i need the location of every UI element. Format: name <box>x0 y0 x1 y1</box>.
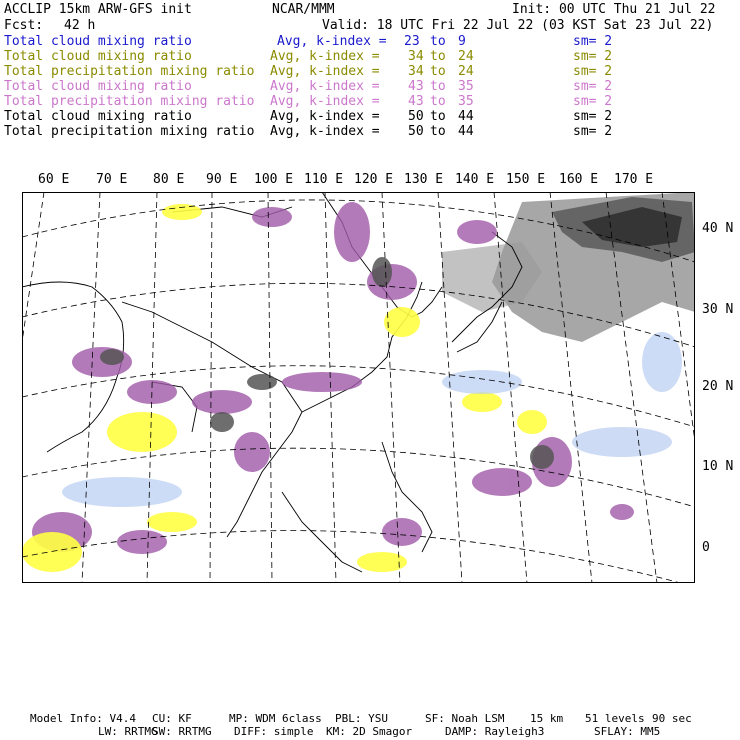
field-smoothing: sm= 2 <box>573 34 613 49</box>
field-to: to <box>430 49 446 64</box>
footer-info-item: CU: KF <box>152 712 192 725</box>
longitude-label: 110 E <box>304 172 344 187</box>
longitude-label: 90 E <box>206 172 238 187</box>
footer-info-item: KM: 2D Smagor <box>326 725 413 738</box>
field-name: Total precipitation mixing ratio <box>4 64 255 79</box>
field-k-from: 43 <box>408 94 424 109</box>
field-smoothing: sm= 2 <box>573 109 613 124</box>
footer-info-item: MP: WDM 6class <box>229 712 322 725</box>
field-k-to: 44 <box>458 109 474 124</box>
field-k-from: 23 <box>404 34 420 49</box>
field-name: Total precipitation mixing ratio <box>4 94 255 109</box>
init-time: Init: 00 UTC Thu 21 Jul 22 <box>512 2 716 17</box>
latitude-label: 0 <box>702 540 710 555</box>
center-name: NCAR/MMM <box>272 2 335 17</box>
field-k-from: 43 <box>408 79 424 94</box>
field-k-to: 24 <box>458 49 474 64</box>
field-smoothing: sm= 2 <box>573 124 613 139</box>
field-name: Total cloud mixing ratio <box>4 49 192 64</box>
latitude-label: 10 N <box>702 459 734 474</box>
longitude-label: 70 E <box>96 172 128 187</box>
forecast-hours: 42 h <box>64 18 96 33</box>
field-to: to <box>430 124 446 139</box>
field-k-to: 35 <box>458 94 474 109</box>
field-k-to: 24 <box>458 64 474 79</box>
field-smoothing: sm= 2 <box>573 94 613 109</box>
field-name: Total cloud mixing ratio <box>4 109 192 124</box>
field-avg-label: Avg, k-index = <box>270 64 380 79</box>
field-name: Total precipitation mixing ratio <box>4 124 255 139</box>
latitude-label: 40 N <box>702 221 734 236</box>
longitude-label: 100 E <box>254 172 294 187</box>
footer-info-item: Model Info: V4.4 <box>30 712 136 725</box>
field-avg-label: Avg, k-index = <box>270 124 380 139</box>
footer-info-item: LW: RRTMG <box>98 725 158 738</box>
footer-info-item: 51 levels <box>585 712 645 725</box>
footer-info-item: 90 sec <box>652 712 692 725</box>
field-to: to <box>430 94 446 109</box>
model-title: ACCLIP 15km ARW-GFS init <box>4 2 192 17</box>
field-k-from: 34 <box>408 49 424 64</box>
footer-info-item: SW: RRTMG <box>152 725 212 738</box>
footer-info-item: DAMP: Rayleigh3 <box>445 725 545 738</box>
forecast-label: Fcst: <box>4 18 44 33</box>
longitude-label: 80 E <box>153 172 185 187</box>
longitude-label: 160 E <box>559 172 599 187</box>
footer-info-item: 15 km <box>530 712 564 725</box>
longitude-label: 150 E <box>506 172 546 187</box>
field-smoothing: sm= 2 <box>573 64 613 79</box>
footer-info-item: SF: Noah LSM <box>425 712 505 725</box>
footer-info-item: DIFF: simple <box>234 725 314 738</box>
field-smoothing: sm= 2 <box>573 49 613 64</box>
field-name: Total cloud mixing ratio <box>4 79 192 94</box>
field-avg-label: Avg, k-index = <box>270 79 380 94</box>
longitude-label: 60 E <box>38 172 70 187</box>
field-name: Total cloud mixing ratio <box>4 34 192 49</box>
field-k-to: 35 <box>458 79 474 94</box>
latitude-label: 20 N <box>702 379 734 394</box>
field-avg-label: Avg, k-index = <box>270 49 380 64</box>
latitude-label: 30 N <box>702 302 734 317</box>
longitude-label: 140 E <box>455 172 495 187</box>
footer-info-item: PBL: YSU <box>335 712 388 725</box>
field-k-from: 34 <box>408 64 424 79</box>
field-k-to: 44 <box>458 124 474 139</box>
field-k-from: 50 <box>408 124 424 139</box>
field-to: to <box>430 79 446 94</box>
longitude-label: 120 E <box>354 172 394 187</box>
field-k-from: 50 <box>408 109 424 124</box>
weather-map <box>22 192 695 583</box>
longitude-label: 170 E <box>614 172 654 187</box>
field-avg-label: Avg, k-index = <box>270 109 380 124</box>
field-k-to: 9 <box>458 34 466 49</box>
field-avg-label: Avg, k-index = <box>277 34 387 49</box>
field-to: to <box>430 109 446 124</box>
valid-time: Valid: 18 UTC Fri 22 Jul 22 (03 KST Sat 23 Jul 22) <box>322 18 714 33</box>
field-to: to <box>430 64 446 79</box>
longitude-label: 130 E <box>404 172 444 187</box>
field-to: to <box>430 34 446 49</box>
field-smoothing: sm= 2 <box>573 79 613 94</box>
footer-info-item: SFLAY: MM5 <box>594 725 661 738</box>
field-avg-label: Avg, k-index = <box>270 94 380 109</box>
